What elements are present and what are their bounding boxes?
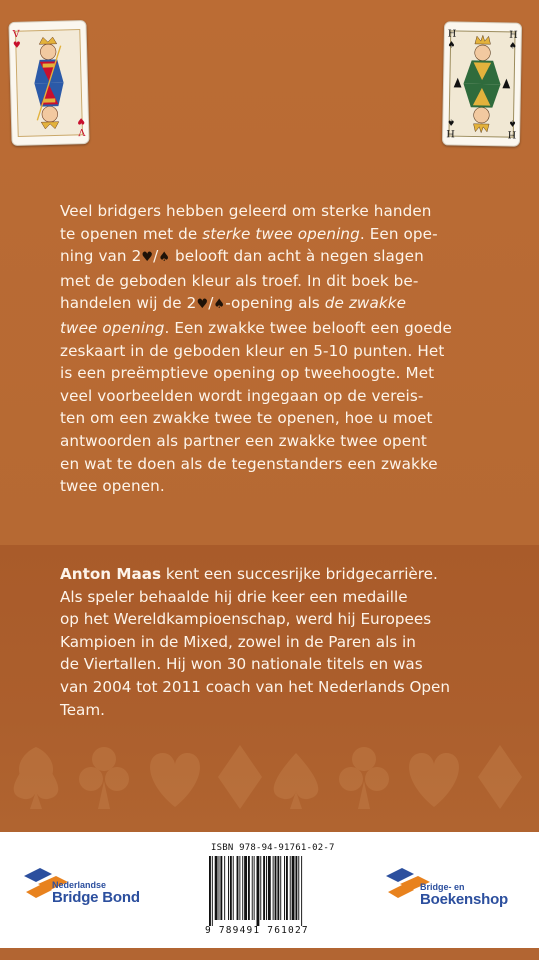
description-line: te openen met de sterke twee opening. Een ope- — [60, 224, 438, 243]
barcode-bar — [219, 856, 220, 920]
svg-text:H: H — [507, 128, 517, 140]
barcode-bar — [292, 856, 295, 920]
description-line: zeskaart in de geboden kleur en 5-10 punten. Het — [60, 341, 445, 360]
boekenshop-wordmark: Bridge- en Boekenshop — [420, 882, 509, 908]
description-line: en wat te doen als de tegenstanders een zwakke — [60, 454, 438, 473]
barcode-bar — [280, 856, 281, 920]
king-of-spades-card — [442, 21, 522, 146]
queen-card-illustration — [9, 21, 88, 145]
svg-text:♠: ♠ — [508, 41, 517, 52]
barcode-bar — [284, 856, 285, 920]
barcode-bar — [257, 856, 260, 926]
description-line: veel voorbeelden wordt ingegaan op de vereis- — [60, 386, 424, 405]
svg-text:H: H — [447, 28, 457, 40]
svg-text:♠: ♠ — [508, 117, 517, 128]
barcode-bar — [209, 856, 211, 926]
barcode-bar — [298, 856, 299, 920]
bio-line: Team. — [60, 700, 105, 719]
heart-icon — [409, 753, 459, 807]
barcode-bar — [224, 856, 225, 920]
author-name: Anton Maas — [60, 565, 162, 583]
queen-of-hearts-card — [8, 20, 89, 146]
svg-text:♥: ♥ — [77, 115, 86, 126]
description-line: twee openen. — [60, 477, 165, 496]
svg-text:♠: ♠ — [447, 116, 456, 127]
barcode-bar — [244, 856, 247, 920]
barcode-bar — [295, 856, 297, 920]
bridge-bond-wordmark: Nederlandse Bridge Bond — [52, 880, 140, 906]
heart-suit-icon: ♥ — [196, 297, 209, 313]
barcode-bar — [228, 856, 229, 920]
description-line: Veel bridgers hebben geleerd om sterke handen — [60, 202, 432, 220]
svg-text:V: V — [78, 125, 86, 138]
barcode-bar — [275, 856, 277, 920]
barcode-bar — [220, 856, 222, 920]
svg-text:♥: ♥ — [12, 40, 21, 51]
bio-line: Kampioen in de Mixed, zowel in de Paren als in — [60, 632, 416, 651]
description-paragraph — [60, 200, 480, 498]
heart-suit-icon: ♥ — [141, 250, 154, 266]
svg-text:♠: ♠ — [447, 40, 456, 51]
club-icon — [79, 747, 129, 809]
barcode-bar — [239, 856, 240, 920]
description-line: antwoorden als partner een zwakke twee opent — [60, 431, 427, 450]
spade-icon — [274, 753, 319, 809]
bio-line: op het Wereldkampioenschap, werd hij Europees — [60, 610, 432, 629]
king-card-illustration — [443, 22, 521, 145]
barcode-bar — [215, 856, 218, 920]
description-line: twee opening. Een zwakke twee belooft een goede — [60, 318, 452, 337]
bridge-en-boekenshop-logo — [384, 858, 524, 918]
nederlandse-bridge-bond-logo — [22, 858, 162, 918]
barcode-bar — [254, 856, 255, 920]
barcode-bar — [301, 856, 302, 926]
spade-suit-icon: ♠ — [213, 297, 226, 313]
description-line: ten om een zwakke twee te openen, hoe u moet — [60, 409, 433, 428]
barcode-bar — [268, 856, 271, 920]
description-line: ning van 2♥/♠ belooft dan acht à negen slagen — [60, 247, 424, 266]
heart-icon — [150, 753, 200, 807]
barcode-bar — [266, 856, 267, 920]
barcode-graphic — [205, 856, 333, 926]
description-line: is een preëmptieve opening op tweehoogte. Met — [60, 364, 435, 383]
barcode-bar — [248, 856, 250, 920]
barcode-bar — [237, 856, 239, 920]
barcode-bar — [260, 856, 261, 920]
emphasis-zwakke-twee: de zwakke — [324, 294, 407, 313]
svg-text:H: H — [446, 127, 455, 139]
barcode-bar — [212, 856, 213, 926]
footer-edge — [0, 948, 539, 960]
description-line: handelen wij de 2♥/♠-opening als de zwakke — [60, 294, 407, 313]
emphasis-zwakke-twee-cont: twee opening — [60, 318, 165, 337]
barcode-bar — [290, 856, 291, 920]
spade-icon — [14, 747, 59, 809]
svg-text:H: H — [509, 29, 518, 41]
emphasis-sterke-twee: sterke twee opening — [202, 224, 360, 243]
barcode-bar — [230, 856, 232, 920]
bio-line: de Viertallen. Hij won 30 nationale titels en was — [60, 655, 423, 674]
bio-line: Anton Maas kent een succesrijke bridgecarrière. — [60, 565, 438, 583]
barcode-bar — [263, 856, 265, 920]
barcode-bar — [273, 856, 274, 920]
author-bio — [60, 563, 490, 721]
diamond-icon — [478, 745, 522, 809]
barcode-bars — [205, 856, 333, 926]
barcode-bar — [286, 856, 288, 920]
spade-suit-icon: ♠ — [158, 250, 171, 266]
barcode-bar — [252, 856, 253, 920]
svg-text:V: V — [12, 28, 20, 41]
isbn-barcode — [205, 843, 335, 939]
barcode-digits: 9 789491 761027 — [205, 925, 309, 936]
suit-silhouettes — [0, 735, 539, 815]
bio-line: Als speler behaalde hij drie keer een medaille — [60, 587, 408, 606]
diamond-icon — [218, 745, 262, 809]
barcode-bar — [277, 856, 279, 920]
club-icon — [339, 747, 389, 809]
decorative-suit-row — [0, 735, 539, 815]
description-line: met de geboden kleur als troef. In dit boek be- — [60, 271, 419, 290]
barcode-bar — [242, 856, 243, 920]
bio-line: van 2004 tot 2011 coach van het Nederlands Open — [60, 677, 451, 696]
barcode-bar — [233, 856, 234, 920]
isbn-label: ISBN 978-94-91761-02-7 — [211, 843, 335, 853]
